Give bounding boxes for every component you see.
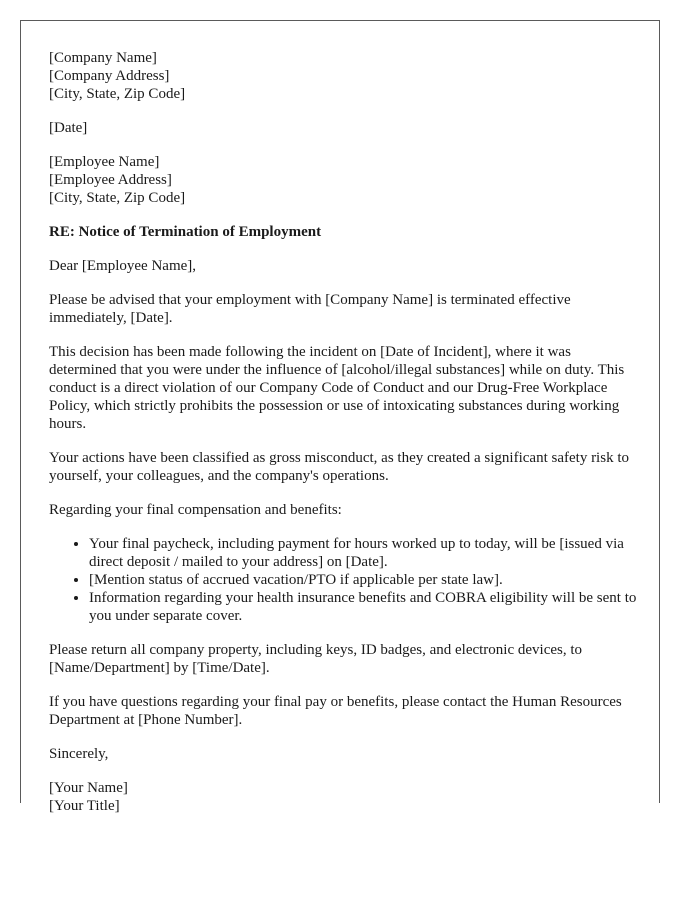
recipient-city-state-zip: [City, State, Zip Code] [49, 190, 186, 206]
sender-city-state-zip: [City, State, Zip Code] [49, 86, 186, 102]
paragraph-termination-notice: Please be advised that your employment with [Company Name] is terminated effective immediately, [Date]. [49, 292, 571, 326]
paragraph-compensation-intro: Regarding your final compensation and benefits: [49, 502, 342, 518]
sender-company-name: [Company Name] [49, 50, 157, 66]
subject-line: RE: Notice of Termination of Employment [49, 224, 322, 240]
sender-block [49, 49, 639, 103]
recipient-name: [Employee Name] [49, 154, 160, 170]
letter-page [20, 20, 660, 814]
compensation-list [49, 535, 639, 625]
salutation: Dear [Employee Name], [49, 258, 197, 274]
letter-date: [Date] [49, 120, 88, 136]
list-item-health-insurance: • Information regarding your health insurance benefits and COBRA eligibility will be sent to you under separate cover. [89, 589, 639, 625]
paragraph-misconduct: Your actions have been classified as gross misconduct, as they created a significant safety risk to yourself, your colleagues, and the company's operations. [49, 450, 629, 484]
recipient-block [49, 153, 639, 207]
paragraph-incident: This decision has been made following the incident on [Date of Incident], where it was determined that you were under the influence of [alcohol/illegal substances] while on duty. This conduct is a direct violation of our Company Code of Conduct and our Drug-Free Workplace Policy, which strictly prohibits the possession or use of intoxicating substances during working hours. [49, 344, 625, 432]
paragraph-return-property: Please return all company property, including keys, ID badges, and electronic devices, to [Name/Department] by [Time/Date]. [49, 642, 583, 676]
list-item-final-paycheck: • Your final paycheck, including payment for hours worked up to today, will be [issued via direct deposit / mailed to your address] on [Date]. [89, 535, 639, 571]
letter-body [49, 49, 639, 831]
signature-title: [Your Title] [49, 798, 120, 814]
list-item-accrued-vacation: • [Mention status of accrued vacation/PTO if applicable per state law]. [89, 571, 639, 589]
recipient-address: [Employee Address] [49, 172, 172, 188]
sender-company-address: [Company Address] [49, 68, 170, 84]
signature-name: [Your Name] [49, 780, 128, 796]
paragraph-questions: If you have questions regarding your final pay or benefits, please contact the Human Resources Department at [Phone Number]. [49, 694, 622, 728]
signature-block [49, 779, 639, 815]
closing: Sincerely, [49, 746, 109, 762]
